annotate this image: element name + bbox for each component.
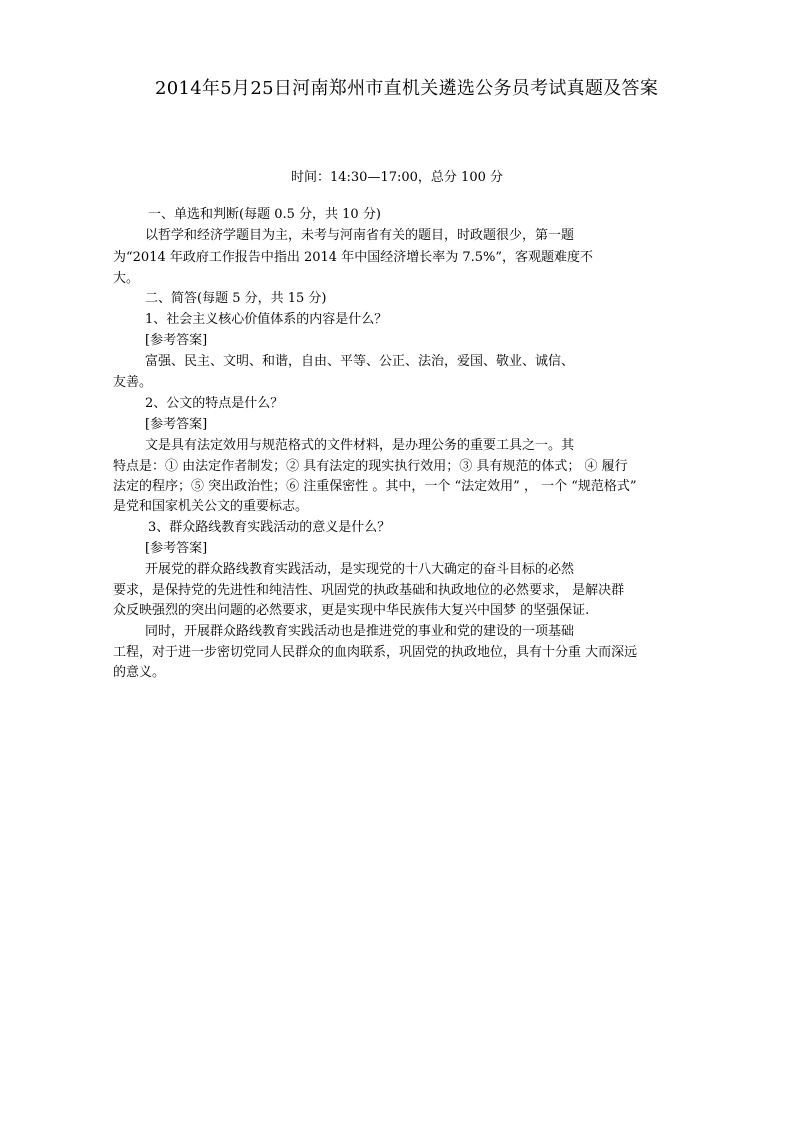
paragraph-line: 大。 bbox=[113, 271, 140, 286]
paragraph-line: 要求，是保持党的先进性和纯洁性、巩固党的执政基础和执政地位的必然要求， 是解决群 bbox=[113, 583, 625, 598]
paragraph-line: 开展党的群众路线教育实践活动，是实现党的十八大确定的奋斗目标的必然 bbox=[145, 562, 575, 577]
question-3: 3、群众路线教育实践活动的意义是什么？ bbox=[148, 520, 391, 535]
paragraph-line: 法定的程序；⑤ 突出政治性；⑥ 注重保密性 。其中，一个 “法定效用” ， 一个 “规范格式” bbox=[113, 479, 637, 494]
paragraph-line: 友善。 bbox=[113, 375, 153, 390]
section-heading-2: 二、简答(每题 5 分，共 15 分) bbox=[145, 291, 327, 306]
question-1: 1、社会主义核心价值体系的内容是什么？ bbox=[145, 312, 388, 327]
paragraph-line: 富强、民主、文明、和谐，自由、平等、公正、法治，爱国、敬业、诚信、 bbox=[145, 354, 575, 369]
question-2: 2、公文的特点是什么？ bbox=[145, 396, 284, 411]
paragraph-line: 为“2014 年政府工作报告中指出 2014 年中国经济增长率为 7.5%”，客观题难度不 bbox=[113, 250, 594, 265]
paragraph-line: 工程，对于进一步密切党同人民群众的血肉联系，巩固党的执政地位，具有十分重 大而深远 bbox=[113, 645, 638, 660]
paragraph-line: 文是具有法定效用与规范格式的文件材料，是办理公务的重要工具之一。其 bbox=[145, 438, 575, 453]
paragraph-line: 众反映强烈的突出问题的必然要求，更是实现中华民族伟大复兴中国梦 的坚强保证. bbox=[113, 603, 590, 618]
paragraph-line: 以哲学和经济学题目为主，未考与河南省有关的题目，时政题很少，第一题 bbox=[145, 228, 575, 243]
document-title: 2014年5月25日河南郑州市直机关遴选公务员考试真题及答案 bbox=[155, 78, 659, 99]
exam-time-info: 时间：14:30—17:00，总分 100 分 bbox=[290, 170, 503, 185]
paragraph-line: 的意义。 bbox=[113, 665, 166, 680]
answer-label: [参考答案] bbox=[145, 417, 208, 432]
paragraph-line: 是党和国家机关公文的重要标志。 bbox=[113, 499, 309, 514]
answer-label: [参考答案] bbox=[145, 541, 208, 556]
paragraph-line: 特点是：① 由法定作者制发；② 具有法定的现实执行效用；③ 具有规范的体式； ④ 履行 bbox=[113, 459, 628, 474]
answer-label: [参考答案] bbox=[145, 333, 208, 348]
paragraph-line: 同时，开展群众路线教育实践活动也是推进党的事业和党的建设的一项基础 bbox=[145, 624, 575, 639]
section-heading-1: 一、单选和判断(每题 0.5 分，共 10 分) bbox=[148, 207, 381, 222]
